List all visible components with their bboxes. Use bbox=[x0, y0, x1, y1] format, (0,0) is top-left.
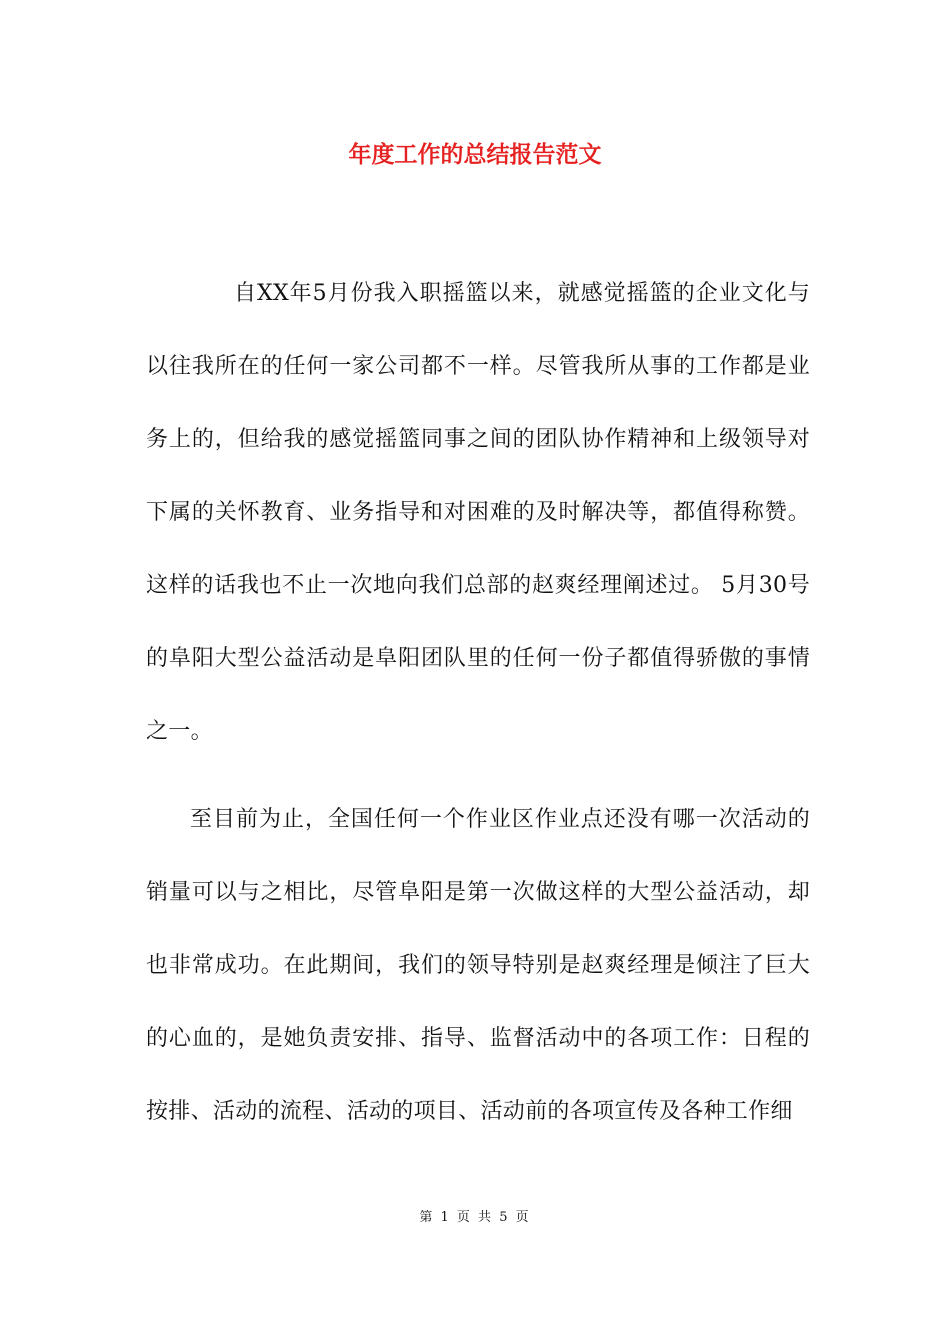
paragraph-2: 至目前为止，全国任何一个作业区作业点还没有哪一次活动的销量可以与之相比，尽管阜阳是第一次做这样的大型公益活动，却也非常成功。在此期间，我们的领导特别是赵爽经理是倾注了巨大的心血的，是她负责安排、指导、监督活动中的各项工作：日程的按排、活动的流程、活动的项目、活动前的各项宣传及各种工作细 bbox=[146, 807, 810, 1124]
page-footer: 第 1 页 共 5 页 bbox=[419, 1210, 531, 1225]
document-title: 年度工作的总结报告范文 bbox=[348, 141, 602, 168]
paragraph-1: 自XX年5月份我入职摇篮以来，就感觉摇篮的企业文化与以往我所在的任何一家公司都不一样。尽管我所从事的工作都是业务上的，但给我的感觉摇篮同事之间的团队协作精神和上级领导对下属的关怀教育、业务指导和对困难的及时解决等，都值得称赞。这样的话我也不止一次地向我们总部的赵爽经理阐述过。 5月30号的阜阳大型公益活动是阜阳团队里的任何一份子都值得骄傲的事情之一。 bbox=[146, 281, 810, 744]
